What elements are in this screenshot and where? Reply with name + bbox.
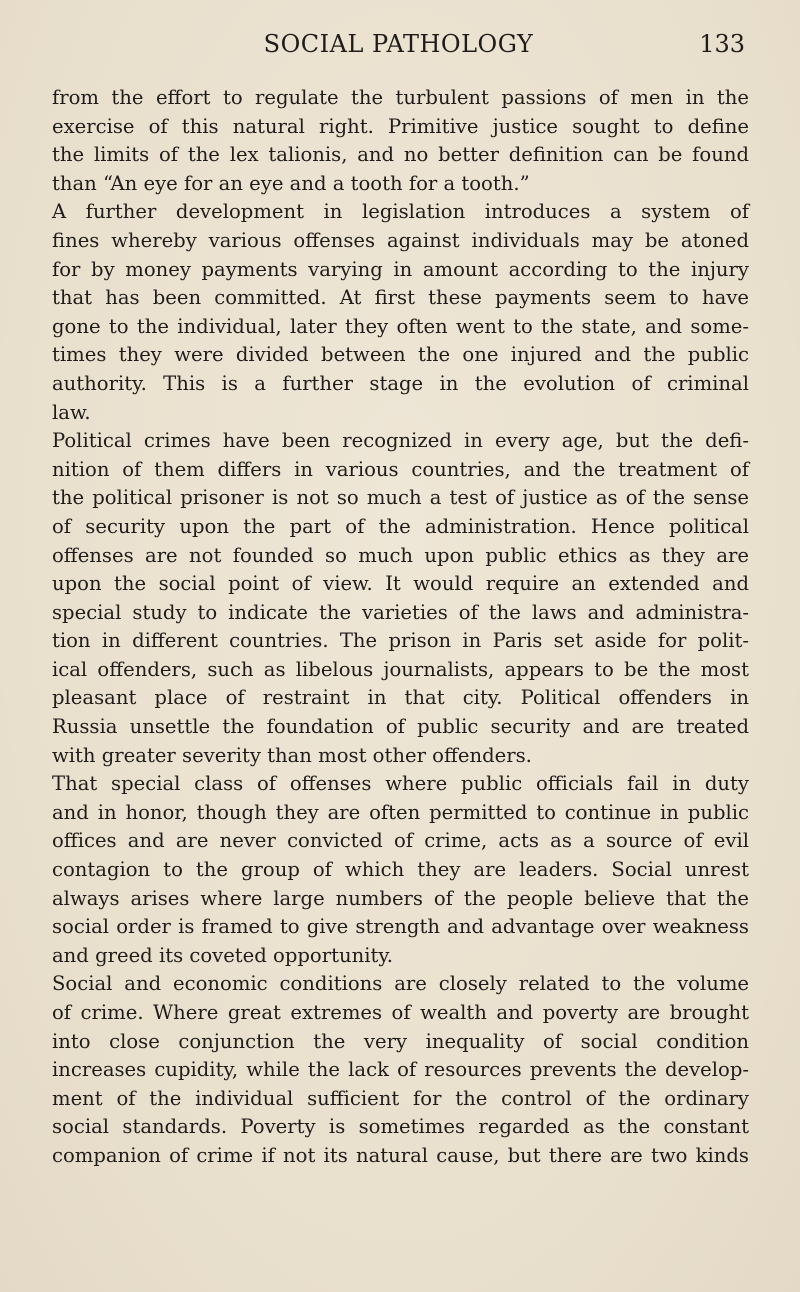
text-line: fines whereby various offenses against individuals may be atoned — [52, 228, 749, 252]
text-line: special study to indicate the varieties of the laws and administra- — [52, 600, 749, 624]
text-line: always arises where large numbers of the people believe that the — [52, 886, 749, 910]
text-line: pleasant place of restraint in that city. Political offenders in — [52, 686, 749, 710]
text-line: ment of the individual sufficient for the control of the ordinary — [52, 1086, 749, 1110]
text-line: increases cupidity, while the lack of resources prevents the develop- — [52, 1058, 749, 1082]
text-line: social order is framed to give strength and advantage over weakness — [52, 915, 749, 939]
text-line: of security upon the part of the administration. Hence political — [52, 514, 749, 538]
text-line: offices and are never convicted of crime, acts as a source of evil — [52, 829, 749, 853]
text-line: law. — [52, 400, 91, 424]
text-line: upon the social point of view. It would require an extended and — [52, 572, 749, 596]
text-line: social standards. Poverty is sometimes regarded as the constant — [52, 1115, 749, 1139]
text-line: the limits of the lex talionis, and no better definition can be found — [52, 143, 749, 167]
text-line: times they were divided between the one injured and the public — [52, 343, 749, 367]
running-head — [52, 30, 745, 66]
text-line: Social and economic conditions are closely related to the volume — [52, 972, 749, 996]
text-line: of crime. Where great extremes of wealth and poverty are brought — [52, 1001, 749, 1024]
text-line: tion in different countries. The prison in Paris set aside for polit- — [52, 629, 749, 653]
text-line: That special class of offenses where public officials fail in duty — [52, 772, 749, 796]
text-line: exercise of this natural right. Primitive justice sought to define — [52, 114, 749, 138]
text-line: and in honor, though they are often permitted to continue in public — [52, 800, 749, 824]
text-line: with greater severity than most other offenders. — [52, 743, 532, 767]
text-line: than “An eye for an eye and a tooth for a tooth.” — [52, 171, 530, 195]
text-line: ical offenders, such as libelous journalists, appears to be the most — [52, 657, 749, 681]
text-line: into close conjunction the very inequality of social condition — [52, 1029, 749, 1053]
text-line: that has been committed. At first these payments seem to have — [52, 286, 749, 310]
text-line: contagion to the group of which they are leaders. Social unrest — [52, 858, 749, 882]
text-line: A further development in legislation introduces a system of — [52, 200, 749, 224]
text-line: from the effort to regulate the turbulent passions of men in the — [52, 86, 749, 109]
text-line: and greed its coveted opportunity. — [52, 943, 394, 967]
text-line: nition of them differs in various countries, and the treatment of — [52, 457, 749, 481]
text-line: authority. This is a further stage in the evolution of criminal — [52, 371, 749, 395]
text-line: Russia unsettle the foundation of public security and are treated — [52, 715, 749, 739]
text-line: the political prisoner is not so much a test of justice as of the sense — [52, 486, 749, 510]
text-line: Political crimes have been recognized in every age, but the defi- — [52, 429, 749, 453]
text-line: gone to the individual, later they often went to the state, and some- — [52, 314, 749, 338]
body-text — [52, 84, 749, 1171]
page-number: 133 — [699, 30, 745, 58]
text-line: for by money payments varying in amount according to the injury — [52, 257, 749, 281]
text-line: offenses are not founded so much upon public ethics as they are — [52, 543, 749, 567]
text-line: companion of crime if not its natural cause, but there are two kinds — [52, 1143, 749, 1167]
running-title: SOCIAL PATHOLOGY — [263, 30, 534, 58]
